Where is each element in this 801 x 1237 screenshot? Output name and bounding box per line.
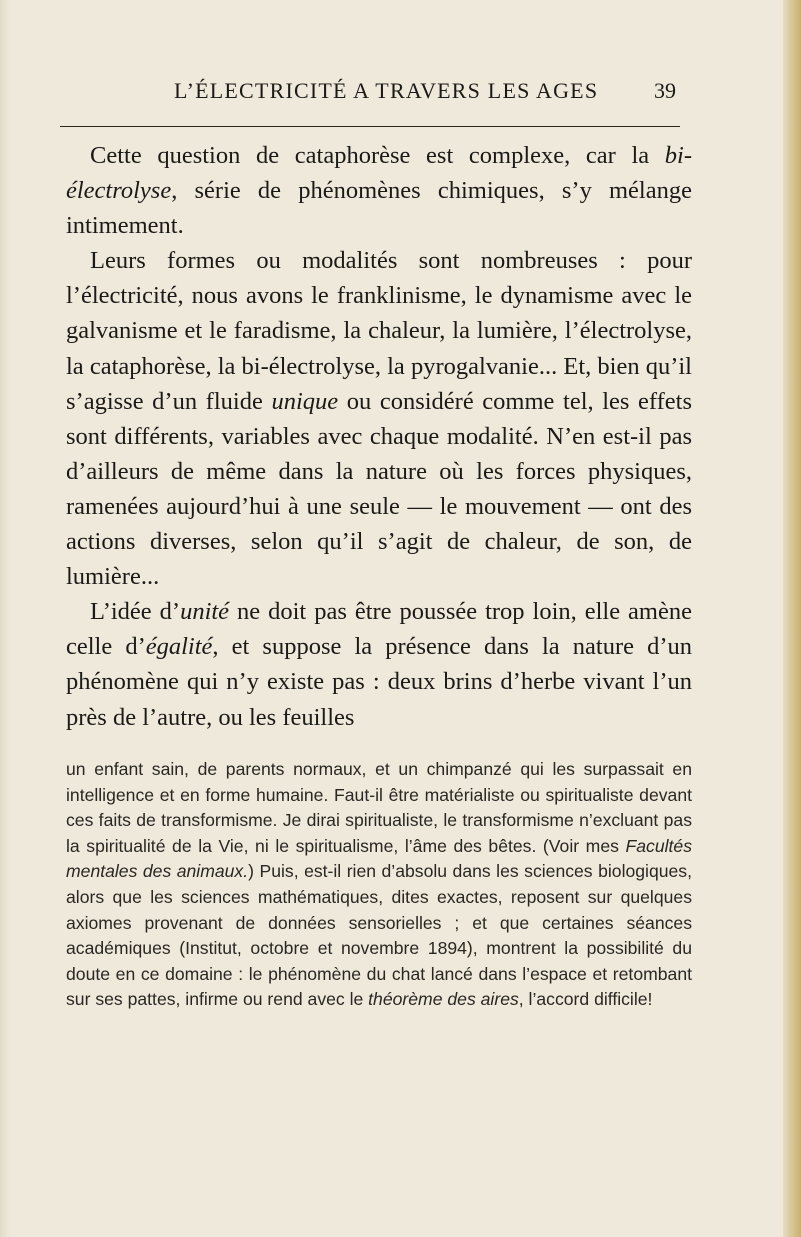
header-rule	[60, 126, 680, 127]
text-run: Cette question de cataphorèse est complexe, car la	[90, 142, 665, 169]
page-shadow-left	[0, 0, 10, 1237]
text-run: ou considéré comme tel, les effets sont différents, variables avec chaque modalité. N’en est-il pas d’ailleurs de même dans la nature où les forces physiques, ramenées aujourd’hui à une seule — le mouvement — ont des actions diverses, selon qu’il s’agit de chaleur, de son, de lumière...	[66, 387, 693, 591]
text-run: ne doit pas être poussée trop loin, elle amène celle d’	[66, 598, 692, 661]
footnote	[66, 757, 692, 1013]
italic-run: unique	[271, 387, 339, 415]
text-run: , l’accord difficile!	[518, 989, 653, 1010]
text-run: Leurs formes ou modalités sont nombreuses : pour l’électricité, nous avons le franklinisme, le dynamisme avec le galvanisme et le faradisme, la chaleur, la lumière, l’électrolyse, la cataphorèse, la bi-électrolyse, la pyrogalvanie... Et, bien qu’il s’agisse d’un fluide	[66, 247, 692, 415]
paragraph	[66, 243, 692, 594]
italic-run: Facultés mentales des animaux.	[66, 835, 692, 882]
page-edge-right	[783, 0, 801, 1237]
italic-run: théorème des aires	[368, 989, 519, 1010]
text-run: , et suppose la présence dans la nature d’un phénomène qui n’y existe pas : deux brins d’herbe vivant l’un près de l’autre, ou les feuilles	[66, 633, 692, 731]
italic-run: unité	[180, 598, 230, 626]
footnote-paragraph	[66, 757, 692, 1013]
body-text	[66, 138, 692, 735]
italic-run: bi-électrolyse	[66, 142, 692, 205]
paragraph	[66, 138, 692, 243]
text-run: ) Puis, est-il rien d’absolu dans les sciences biologiques, alors que les sciences mathématiques, dites exactes, reposent sur quelques axiomes provenant de données sensorielles ; et que certaines séances académiques (Institut, octobre et novembre 1894), montrent la possibilité du doute en ce domaine : le phénomène du chat lancé dans l’espace et retombant sur ses pattes, infirme ou rend avec le	[66, 861, 692, 1010]
paragraph	[66, 594, 692, 734]
italic-run: égalité	[145, 633, 213, 661]
page-number: 39	[654, 78, 676, 103]
page-header	[66, 78, 676, 108]
text-run: L’idée d’	[90, 598, 181, 626]
text-run: , série de phénomènes chimiques, s’y mélange intimement.	[66, 177, 692, 240]
running-title: L’ÉLECTRICITÉ A TRAVERS LES AGES	[174, 78, 599, 103]
text-run: un enfant sain, de parents normaux, et un chimpanzé qui les surpassait en intelligence et en forme humaine. Faut-il être matérialiste ou spiritualiste devant ces faits de transformisme. Je dirai spiritualiste, le transformisme n’excluant pas la spiritualité de la Vie, ni le spiritualisme, l’âme des bêtes. (Voir mes	[66, 759, 692, 856]
